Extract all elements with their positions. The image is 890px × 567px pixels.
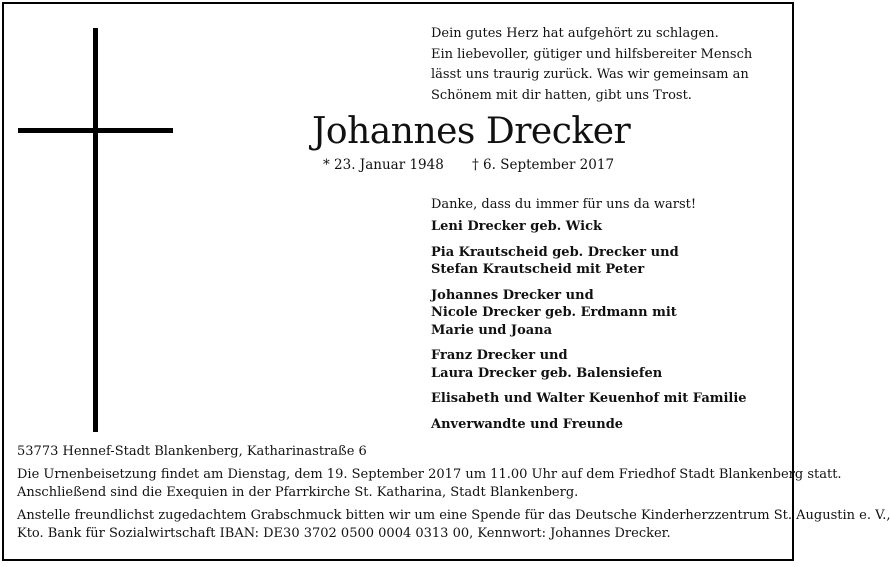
poem — [431, 24, 761, 106]
birth-date: * 23. Januar 1948 — [323, 157, 444, 173]
mourner-line: Elisabeth und Walter Keuenhof mit Familie — [431, 391, 747, 406]
mourner-group — [431, 244, 791, 279]
poem-line: Schönem mit dir hatten, gibt uns Trost. — [431, 87, 692, 103]
mourner-line: Pia Krautscheid geb. Drecker und — [431, 244, 679, 260]
mourner-line: Franz Drecker und — [431, 348, 568, 363]
mourner-group — [431, 287, 791, 340]
poem-line: lässt uns traurig zurück. Was wir gemeinsam an — [431, 67, 749, 82]
address-line: 53773 Hennef-Stadt Blankenberg, Katharinastraße 6 — [17, 444, 367, 459]
mourner-line: Stefan Krautscheid mit Peter — [431, 262, 645, 277]
mourner-group — [431, 416, 791, 434]
poem-line: Dein gutes Herz hat aufgehört zu schlagen. — [431, 26, 719, 41]
death-date: † 6. September 2017 — [472, 157, 615, 173]
ceremony-line: Die Urnenbeisetzung findet am Dienstag, dem 19. September 2017 um 11.00 Uhr auf dem Friedhof Stadt Blankenberg statt. — [17, 467, 842, 482]
cross-horizontal-bar — [18, 128, 173, 133]
address — [17, 443, 787, 461]
mourner-line: Johannes Drecker und — [431, 287, 594, 303]
mourners-list — [431, 218, 791, 441]
ceremony-line: Anschließend sind die Exequien in der Pfarrkirche St. Katharina, Stadt Blankenberg. — [17, 485, 579, 500]
thanks-line: Danke, dass du immer für uns da warst! — [431, 197, 697, 212]
poem-line: Ein liebevoller, gütiger und hilfsbereiter Mensch — [431, 46, 753, 62]
mourner-line: Marie und Joana — [431, 322, 553, 338]
deceased-name: Johannes Drecker — [312, 111, 631, 152]
mourner-line: Leni Drecker geb. Wick — [431, 219, 603, 234]
footer-text — [17, 443, 890, 548]
ceremony-info — [17, 466, 842, 502]
donation-line: Kto. Bank für Sozialwirtschaft IBAN: DE30 3702 0500 0004 0313 00, Kennwort: Johannes Drecker. — [17, 526, 671, 541]
cross-vertical-bar — [93, 28, 98, 432]
mourner-line: Laura Drecker geb. Balensiefen — [431, 365, 663, 381]
donation-info — [17, 507, 890, 543]
mourner-group — [431, 390, 791, 408]
mourner-line: Anverwandte und Freunde — [431, 416, 624, 432]
mourner-group — [431, 347, 791, 382]
mourner-group — [431, 218, 791, 236]
mourner-line: Nicole Drecker geb. Erdmann mit — [431, 305, 677, 320]
donation-line: Anstelle freundlichst zugedachtem Grabschmuck bitten wir um eine Spende für das Deutsche Kinderherzzentrum St. Augustin e. V., — [17, 508, 890, 523]
